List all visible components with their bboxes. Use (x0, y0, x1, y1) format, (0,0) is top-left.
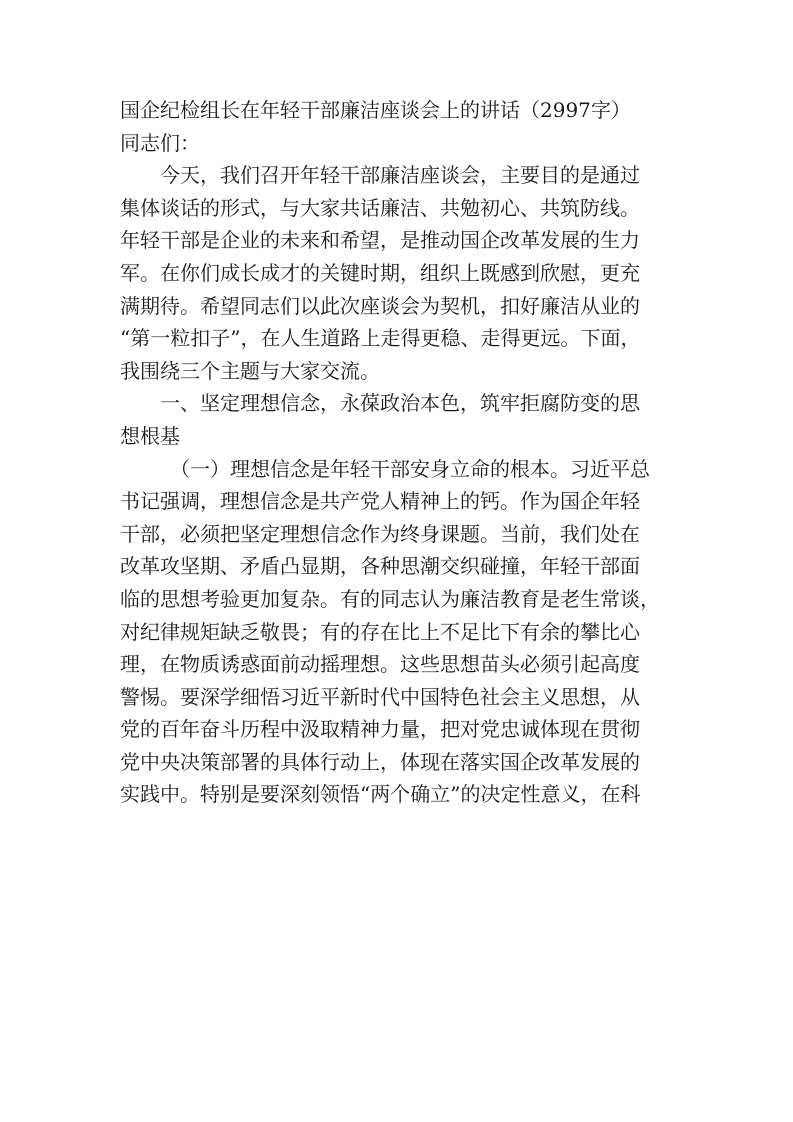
paragraph-line: 干部，必须把坚定理想信念作为终身课题。当前，我们处在 (120, 521, 640, 546)
heading-line: 想根基 (120, 423, 180, 448)
paragraph-line: 理，在物质诱惑面前动摇理想。这些思想苗头必须引起高度 (120, 652, 640, 677)
paragraph-line: 我围绕三个主题与大家交流。 (120, 358, 380, 383)
paragraph-line: 实践中。特别是要深刻领悟“两个确立”的决定性意义，在科 (120, 782, 641, 807)
paragraph-subsection-1 (120, 453, 675, 812)
paragraph-line: 党的百年奋斗历程中汲取精神力量，把对党忠诚体现在贯彻 (120, 717, 640, 742)
paragraph-line: 临的思想考验更加复杂。有的同志认为廉洁教育是老生常谈， (120, 586, 660, 611)
salutation: 同志们： (120, 130, 200, 155)
paragraph-line: “第一粒扣子”，在人生道路上走得更稳、走得更远。下面， (120, 326, 641, 351)
paragraph-line: 集体谈话的形式，与大家共话廉洁、共勉初心、共筑防线。 (120, 195, 640, 220)
paragraph-line: 今天，我们召开年轻干部廉洁座谈会，主要目的是通过 (160, 163, 640, 188)
paragraph-line: 改革攻坚期、矛盾凸显期，各种思潮交织碰撞，年轻干部面 (120, 554, 640, 579)
paragraph-line: 年轻干部是企业的未来和希望，是推动国企改革发展的生力 (120, 228, 640, 253)
paragraph-line: 党中央决策部署的具体行动上，体现在落实国企改革发展的 (120, 749, 640, 774)
heading-line: 一、坚定理想信念，永葆政治本色，筑牢拒腐防变的思 (160, 391, 640, 416)
section-heading (120, 387, 675, 452)
paragraph-line: （一）理想信念是年轻干部安身立命的根本。习近平总 (170, 456, 650, 481)
paragraph-line: 对纪律规矩缺乏敬畏；有的存在比上不足比下有余的攀比心 (120, 619, 640, 644)
document-page (120, 94, 675, 811)
paragraph-line: 军。在你们成长成才的关键时期，组织上既感到欣慰，更充 (120, 260, 640, 285)
paragraph-opening (120, 159, 675, 387)
paragraph-line: 书记强调，理想信念是共产党人精神上的钙。作为国企年轻 (120, 489, 640, 514)
paragraph-line: 警惕。要深学细悟习近平新时代中国特色社会主义思想，从 (120, 684, 640, 709)
paragraph-line: 满期待。希望同志们以此次座谈会为契机，扣好廉洁从业的 (120, 293, 640, 318)
document-title: 国企纪检组长在年轻干部廉洁座谈会上的讲话（2997字） (120, 98, 631, 122)
